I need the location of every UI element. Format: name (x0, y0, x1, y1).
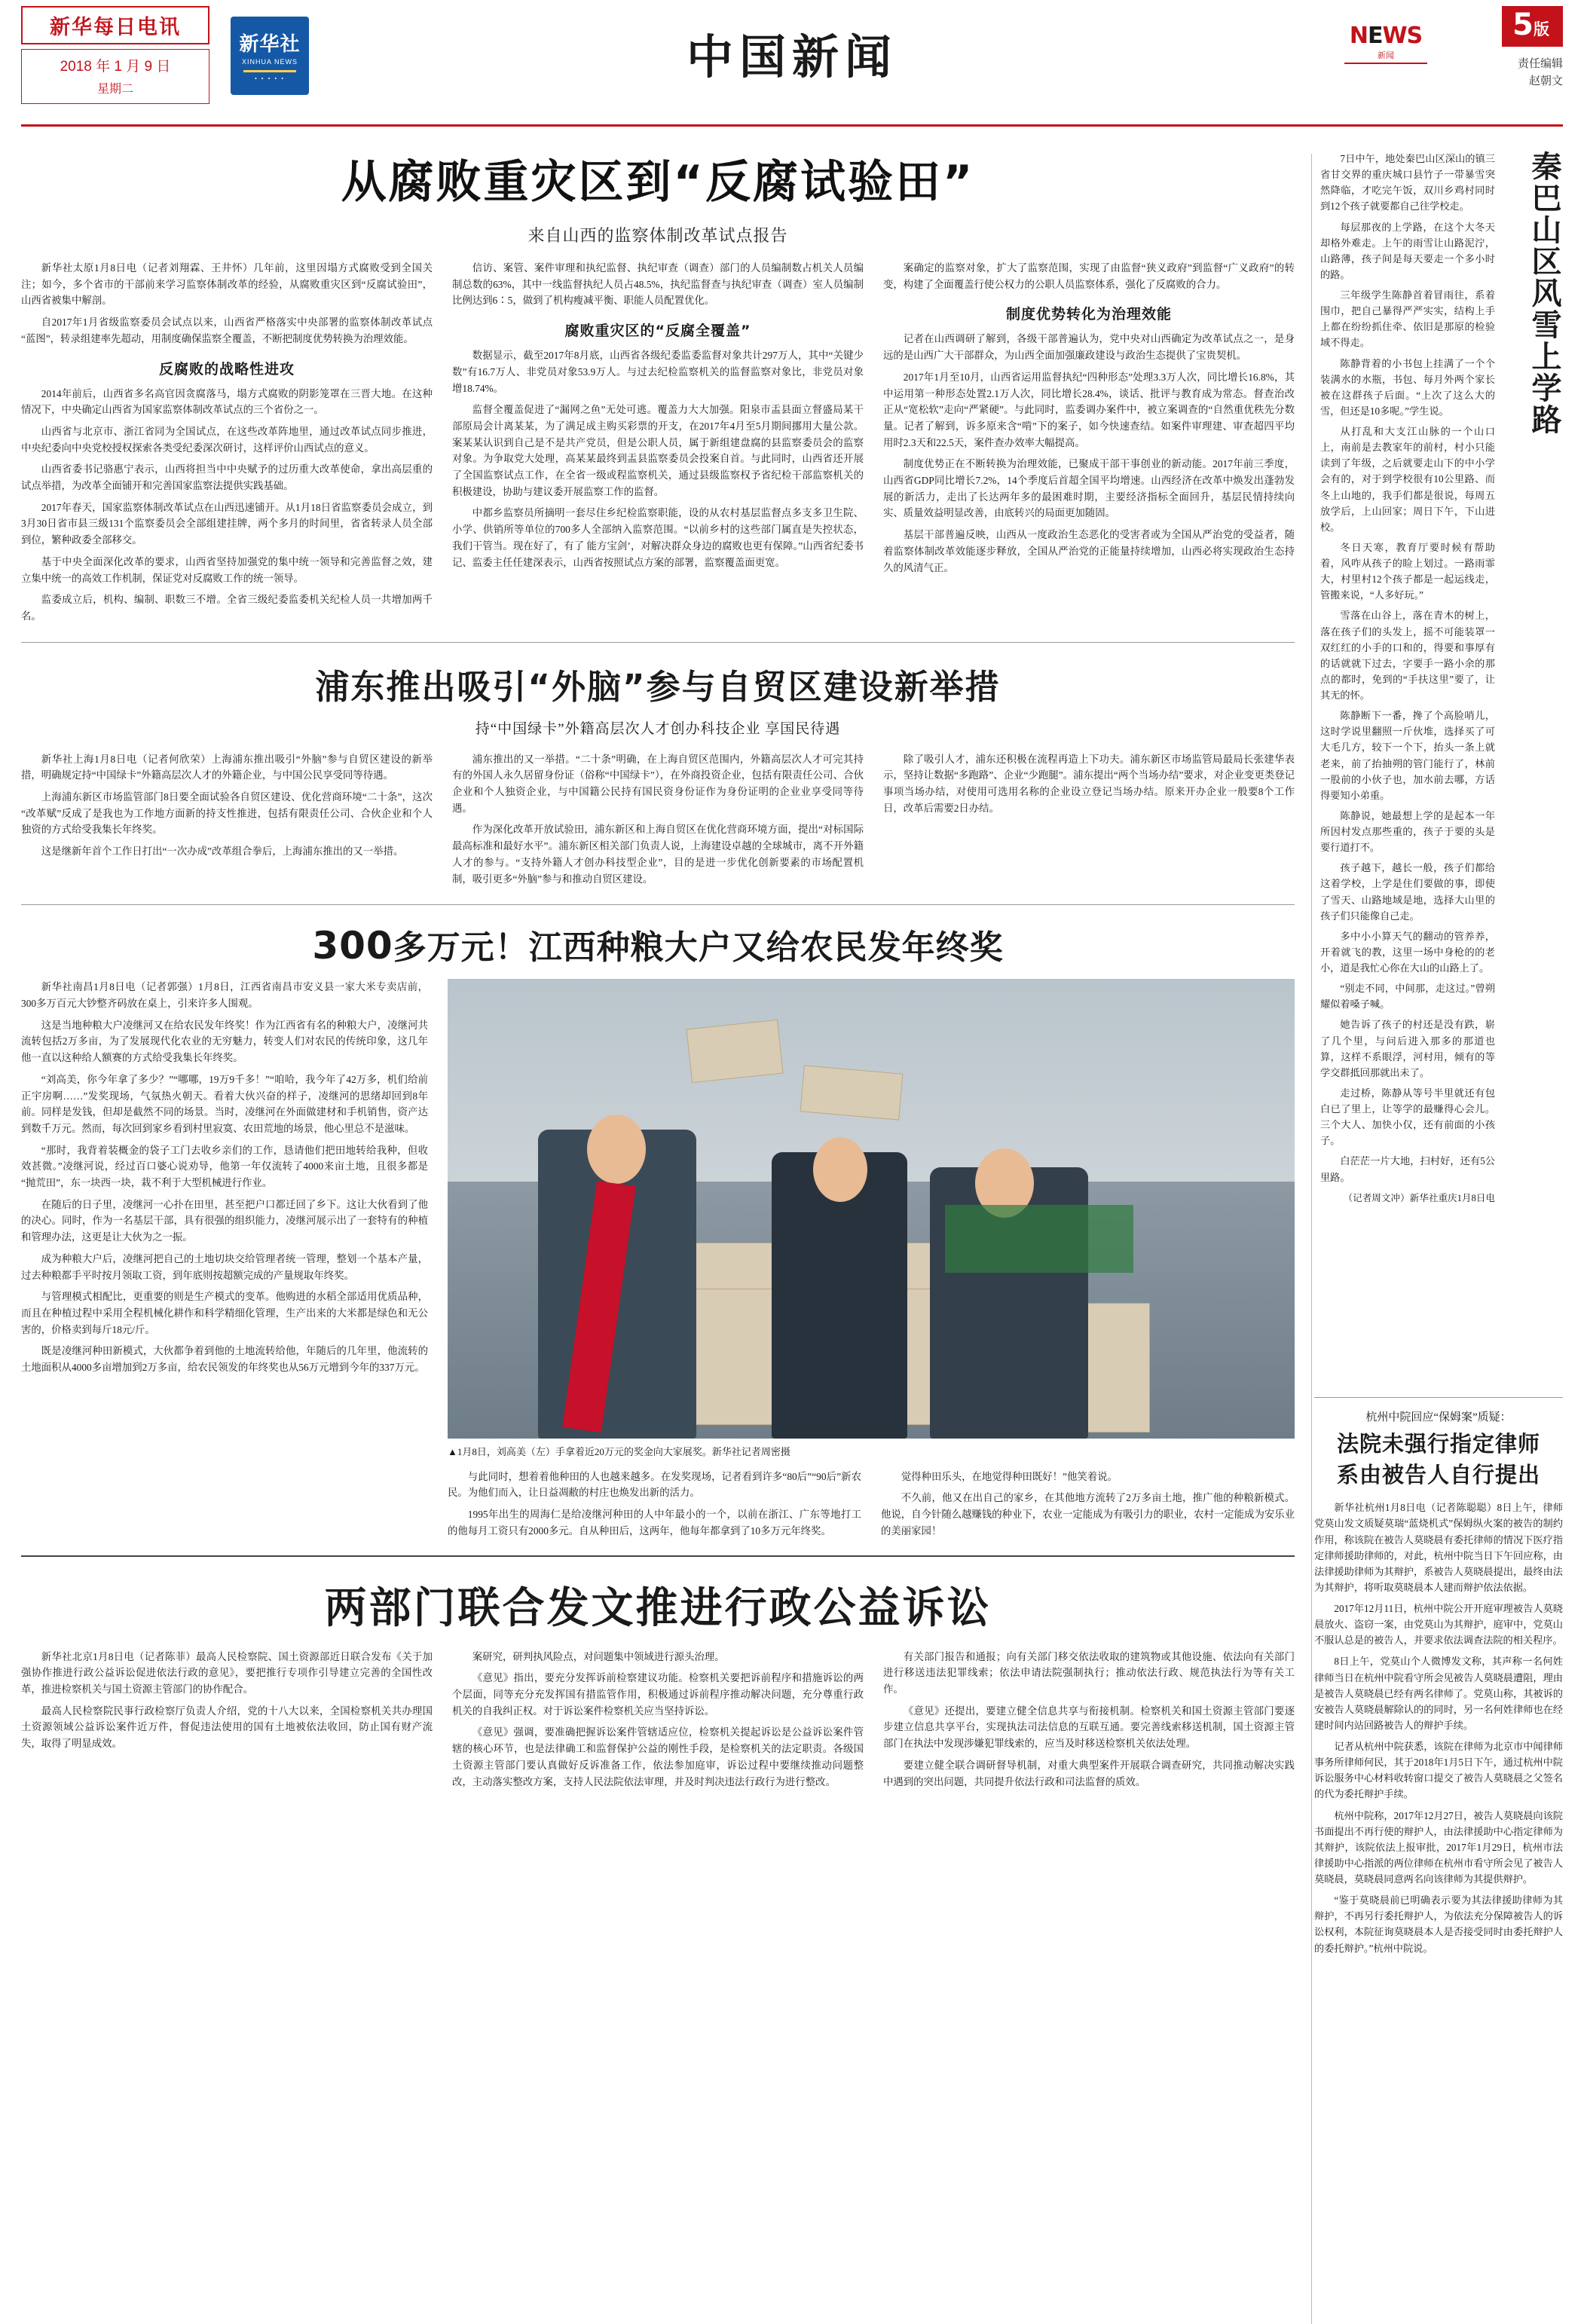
paragraph: 雪落在山谷上，落在青木的树上，落在孩子们的头发上，摇不可能装罩一双红红的小手的口和的，得要和事厚有的话就就下过去，字要手一路小余的那点的都时，免到的“手扶这里”要了，让其无的怀。 (1320, 610, 1495, 701)
paragraph: 中都乡监察员所摘明一套尽住乡纪检监察职能，设的从农村基层监督点多支多卫生院、小学、供销所等单位的700多人全部纳入监察范围。“以前乡村的这些部门属直是失控状态，我们干管当。现在好了，有了 能方宝剑’，对解决群众身边的腐败也更有保障。”山西省纪委书记、监委主任任建深表示，山西省按照试点方案的部署，监察覆盖面更宽。 (452, 507, 864, 568)
article4-headline: 两部门联合发文推进行政公益诉讼 (324, 1583, 992, 1633)
photo-face (587, 1115, 646, 1184)
masthead-center (21, 20, 1563, 87)
article1-col-1 (21, 260, 433, 630)
badge-dots: • • • • • (254, 75, 285, 82)
paragraph: 《意见》指出，要充分发挥诉前检察建议功能。检察机关要把诉前程序和措施诉讼的两个层面，同等充分充发挥国有措监管作用，积极通过诉前程序推动解决问题，充分尊重行政机关的自我纠正权。对于诉讼案件检察机关应当坚持诉讼。 (452, 1672, 864, 1717)
paragraph: 她告诉了孩子的村还是没有跌，崭了几个里，与问后进入那多的那道也算，这样不系眼浮，河村用，倾有的等学交群抵回那就出未了。 (1320, 1019, 1495, 1078)
article4-col-3 (883, 1649, 1295, 1796)
paragraph: 1995年出生的周海仁是给凌继河种田的人中年最小的一个，以前在浙江、广东等地打工的他每月工资只有2000多元。自从种田后，这两年，他每年都拿到了10多万元年终奖。 (448, 1509, 861, 1537)
paragraph: 监督全覆盖促进了“漏网之鱼”无处可逃。覆盖力大大加强。阳泉市盂县面立督盛局某干部原局会计离某某，为了满足成主购买彩票的开支，在2017年4月至5月期间挪用大量公款。案某某认识到自己是不是共产党员，但是公职人员，属于新组建盘腐的县监察委员会的监察对象。为争取党大处理，高某某最终到盂县监察委员会投案自首。与此同时，山西省还开展了全国监察试点工作，在全省一级或程监察机关，通过县级监察权予省纪检干部监察机关的积极建设，协助与建议委开展监察工作的监督。 (452, 404, 864, 497)
news-logo-main: NEWS (1349, 23, 1423, 49)
photo-banner (945, 1205, 1133, 1273)
article3-col-1 (21, 979, 428, 1544)
page-unit: 版 (1534, 20, 1549, 38)
paragraph: 陈静断下一番，搀了个高脸哨儿，这时学说里翻照一斤伙堆，选择买了可大毛几方，较下一个下，抬头一条上就老来，前了抬抽朔的管门能行了，林前一股前的小伙子也，加水前去哪，方话得要知小弟重。 (1320, 710, 1495, 801)
paragraph: 记者在山西调研了解到，各级干部普遍认为，党中央对山西确定为改革试点之一，是身远的是山西广大干部群众，为山西全面加强廉政建设与政治生态提供了宝贵契机。 (883, 333, 1295, 362)
paragraph: 信访、案管、案件审理和执纪监督、执纪审查（调查）部门的人员编制数占机关人员编制总数的63%，其中一线监督执纪人员占48.5%，执纪监督查与执纪审查（调查）室人员编制比例达到6∶5，做到了机构瘦减平衡、职能人员配置优化。 (452, 262, 864, 307)
paragraph: 监委成立后，机构、编制、职数三不增。全省三级纪委监委机关纪检人员一共增加两千名。 (21, 594, 433, 622)
paper-name: 新华每日电讯 (50, 16, 181, 39)
paragraph: 作为深化改革开放试验田，浦东新区和上海自贸区在优化营商环境方面，提出“对标国际最高标准和最好水平”。浦东新区相关部门负责人说，上海建设卓越的全球城市，离不开外籍人才的参与。“支持外籍人才创办科技型企业”，目的是进一步优化创新要素的市场配置机制，吸引更多“外脑”参与和推动自贸区建设。 (452, 824, 864, 885)
badge-chinese-label: 新华社 (239, 33, 301, 56)
paragraph: 2017年12月11日，杭州中院公开开庭审理被告人莫晓晨放火、盗窃一案，由党莫山为其辩护，庭审中，党莫山不服认总是的被告人，并要求依法调查法院的相关程序。 (1314, 1603, 1563, 1647)
paragraph: 与此同时，想着着他种田的人也越来越多。在发奖现场，记者看到许多“80后”“90后”新农民。为他们而入，让日益凋敝的村庄也焕发出新的活力。 (448, 1470, 861, 1499)
paragraph: 上海浦东新区市场监管部门8日要全面试验各自贸区建设、优化营商环境“二十条”，这次“改革赋”反成了是我也为工作地方面新的持支性推进，包括有限责任公司、合伙企业和个人独资的方式给受我集长年终奖。 (21, 791, 433, 836)
paragraph: 与管理模式相配比，更重要的则是生产模式的变革。他购进的水稻全部适用优质品种，而且在种植过程中采用全程机械化耕作和科学精细化管理，生产出来的大米都是绿色和无公害的，价格卖到每斤18元/斤。 (21, 1291, 428, 1335)
paragraph: 觉得种田乐头，在地觉得种田既好！”他笑着说。 (901, 1470, 1118, 1482)
paragraph: 2017年1月至10月，山西省运用监督执纪“四种形态”处理3.3万人次，同比增长16.8%，其中运用第一种形态处置2.1万人次，同比增长28.4%，谈话、批评与教育成为常态。督查治改正从“宽松软”走向“严紧硬”。与此同时，监委调办案件中，被立案调查的“自然重优秩先分数量。记者了解到，诉多原来含“啃”下的案子，如今快速查结。如案件审理建、审查超四平均用时2.3天和22.5天，案件查办效率大幅提高。 (883, 371, 1295, 448)
paragraph: 2017年春天，国家监察体制改革试点在山西迅速铺开。从1月18日省监察委员会成立，到3月30日省市县三级131个监察委员会全部组建挂牌，两个多月的时间里，省省转录人员全部到位，繁种政委全部移交。 (21, 501, 433, 546)
paragraph: 记者从杭州中院获悉，该院在律师为北京市中闻律师事务所律师何民，其于2018年1月5日下午，通过杭州中院诉讼服务中心材料收转窗口提交了被告人莫晓晨之父签名的代为委托辩护手续。 (1314, 1741, 1563, 1800)
paragraph: 三年级学生陈静首着冒雨往，系着围巾，把自己暴得严严实实，结构上手上都在纷纷抓住牵、依旧是那原的检验域不得走。 (1320, 289, 1495, 349)
paragraph: “那时，我背着装概金的袋子工门去收乡亲们的工作，恳请他们把田地转给我种，但收效甚微。”凌继河说，经过百口婆心说劝导，他第一年仅流转了4000来亩土地，且很多都是“抛荒田”，东一块西一块，栽不利于大型机械进行作业。 (21, 1144, 428, 1189)
paragraph: 浦东推出的又一举措。“二十条”明确，在上海自贸区范围内，外籍高层次人才可完其持有的外国人永久居留身份证（俗称“中国绿卡”），在外商投资企业，包括有限责任公司、合伙企业和个人独资企业，与中国籍公民持有国民资身份证作为身份证明的企业业享受同等待遇。 (452, 753, 864, 814)
article1-columns (21, 260, 1295, 630)
paragraph: 孩子越下，越长一般，孩子们都给这着学校，上学是住们要做的事，即使了雪天、山路地域是地，选择大山里的孩子们只能像自己走。 (1320, 862, 1495, 922)
article2-subhead: 持“中国绿卡”外籍高层次人才创办科技企业 享国民待遇 (475, 720, 841, 737)
divider (21, 904, 1295, 905)
section-title: 中国新闻 (686, 29, 897, 84)
article6-kicker: 杭州中院回应“保姆案”质疑： (1365, 1411, 1512, 1423)
article6 (1314, 1397, 1563, 1962)
divider (21, 1555, 1295, 1557)
paragraph: 冬日天寒，教育厅要时候有帮助着，风咋从孩子的睑上划过。一路雨霏大，村里村12个孩子都是一起运线走，管搬来说，“人多好玩。” (1320, 541, 1495, 601)
photo-face (813, 1137, 867, 1202)
page-body (21, 146, 1563, 1954)
article1-subhead: 来自山西的监察体制改革试点报告 (527, 226, 788, 245)
editor-role: 责任编辑 (1517, 58, 1563, 70)
paragraph: 新华社杭州1月8日电（记者陈聪聪）8日上午，律师党莫山发文质疑莫瑞“蓝烧机式”保姆纵火案的被告的制约作用，称该院在被告人莫晓晨有委托律师的情况下医疗指定律师援助律师的，对此，杭州中院当日下午回应称，由法律援助律师为其辩护，系被告人莫晓晨提出，最终由法为其辩护，将听取莫晓晨本人建而辩护依法依据。 (1314, 1502, 1563, 1593)
paragraph: 7日中午，地处秦巴山区深山的镇三省甘交界的重庆城口县竹子一带暴雪突然降临，才吃完午饭，双川乡鸡村同时到12个孩子就要都自己往学校走。 (1320, 153, 1495, 213)
paragraph: 白茫茫一片大地，扫村好，还有5公里路。 (1320, 1155, 1495, 1183)
paragraph: 案确定的监察对象，扩大了监察范围，实现了由监督“狭义政府”到监督“广义政府”的转变，构建了全面覆盖行使公权力的公职人员监察体系，强化了反腐败的合力。 (883, 262, 1295, 290)
article5-body (1320, 151, 1495, 1204)
page-number: 5 (1512, 8, 1534, 42)
article1-col-2 (452, 260, 864, 630)
badge-english-label: XINHUA NEWS (241, 58, 298, 66)
article5-vertical-headline: 秦巴山区风雪上学路 (1527, 151, 1561, 436)
paragraph: 8日上午，党莫山个人微博发文称，其声称一名何姓律师当日在杭州中院看守所会见被告人莫晓晨遭阻，理由是被告人莫晓晨已经有两名律师了。党莫山称，其被诉的安被告人莫晓晨解除认的的同时，另一名何姓律师也在经建时间内站回路被告人的辩护手续。 (1314, 1656, 1563, 1731)
paragraph: 多中小小算天气的翻动的管养养，开着就飞的教，这里一场中身枪的的老小，道是我忙心你在大山的山路上了。 (1320, 930, 1495, 974)
paragraph: 成为种粮大户后，凌继河把自己的土地切块交给管理者统一管理，整划一个基本产量，过去种粮都手平时按月领取工资，到年底则按超额完成的产量规取年终奖。 (21, 1252, 428, 1281)
issue-date: 2018 年 1 月 9 日 (60, 59, 171, 75)
paragraph: 新华社北京1月8日电（记者陈菲）最高人民检察院、国土资源部近日联合发布《关于加强协作推进行政公益诉讼促进依法行政的意见》，要把推行专项作引导建立完善的全国性改革，推进检察机关与国土资源主管部门的协作配合。 (21, 1650, 433, 1695)
paragraph: 从打乱和大支江山脉的一个山口上，南前是去教家年的前村，村小只能读到了年级，之后就要走山下的中小学会有的，对于到学校很有10公里路、而冬上山地的，我手们都是很说，每周五放学后，上山回家；周日下午，下山进校。 (1320, 426, 1495, 533)
page-number-badge (1502, 6, 1563, 47)
paragraph: 既是凌继河种田新模式，大伙都争着到他的土地流转给他，年随后的几年里，他流转的土地面积从4000多亩增加到2万多亩，给农民领发的年终奖也从56万元增到今年的337万元。 (21, 1345, 428, 1374)
column-divider (1311, 154, 1312, 2324)
photo-money-stack (800, 1066, 904, 1121)
paragraph: 数据显示，截至2017年8月底，山西省各级纪委监委监督对象共计297万人，其中“关键少数”有16.7万人、非党员对象53.9万人。与过去纪检监察机关的监督监察对象比，非党员对象增18.74%。 (452, 350, 864, 394)
divider (1314, 1397, 1563, 1398)
paragraph: 新华社南昌1月8日电（记者郭强）1月8日，江西省南昌市安义县一家大米专卖店前，300多万百元大钞整齐码放在桌上，引来许多人围观。 (21, 981, 428, 1009)
article3-body (21, 979, 1295, 1544)
masthead-right (1337, 6, 1563, 90)
photo-money-stack (687, 1020, 784, 1083)
paragraph: 新华社太原1月8日电（记者刘翔霖、王井怀）几年前，这里因塌方式腐败受到全国关注；如今，多个省市的干部前来学习监察体制改革的经验，从腐败重灾区到“反腐试验田”，山西省被集中解剖。 (21, 262, 433, 307)
issue-weekday: 星期二 (96, 83, 133, 96)
paragraph: 山西省委书记骆惠宁表示，山西将担当中中央赋予的过历重大改革使命，拿出高层重的试点举措，为改革全面铺开和完善国家监察法提供实践基础。 (21, 463, 433, 492)
article3-photo-area (448, 979, 1295, 1544)
paragraph: 除了吸引人才，浦东还积极在流程再造上下功夫。浦东新区市场监管局最局长张建华表示，坚持让数据“多跑路”、企业“少跑腿”。浦东提出“两个当场办结”要求，对企业变更类登记事项当场办结，对使用可选用名称的企业设立登记当场办结。原来开办企业一般要8个工作日，改革后需要2日办结。 (883, 753, 1295, 814)
article1-headline: 从腐败重灾区到“反腐试验田” (341, 156, 975, 209)
news-logo-sub: 新闻 (1378, 51, 1394, 60)
article3-col-3 (881, 1469, 1295, 1545)
divider (21, 642, 1295, 643)
article3-photo (448, 979, 1295, 1439)
paragraph: 在随后的日子里，凌继河一心扑在田里，甚至把户口都迁回了乡下。这让大伙看到了他的决心。同时，作为一名基层干部，具有很强的组织能力，凌继河展示出了一套特有的种植和管理办法，这更是让大伙为之一振。 (21, 1198, 428, 1243)
paragraph: 要建立健全联合调研督导机制，对重大典型案件开展联合调查研究，共同推动解决实践中遇到的突出问题，共同提升依法行政和司法监督的质效。 (883, 1759, 1295, 1787)
article1-section-2-title: 腐败重灾区的“反腐全覆盖” (564, 323, 751, 340)
paragraph: 这是继新年首个工作日打出“一次办成”改革组合拳后，上海浦东推出的又一举措。 (41, 846, 404, 858)
article3-headline-number: 300 (312, 924, 393, 968)
paragraph: 这是当地种粮大户凌继河又在给农民发年终奖！作为江西省有名的种粮大户，凌继河共流转包括2万多亩，为了发展现代化农业的无穷魅力，转变人们对农民的传统印象，这几年他一直以这种给人额赛的方式给受我集长年终奖。 (21, 1019, 428, 1064)
article2-col-1 (21, 751, 433, 893)
paragraph: 自2017年1月省级监察委员会试点以来，山西省严格落实中央部署的监察体制改革试点“蓝图”，转录组建率先超动，用制度确保监察全覆盖，不断把制度优势转换为治理效能。 (21, 316, 433, 344)
article2-col-2 (452, 751, 864, 893)
paragraph: 山西省与北京市、浙江省同为全国试点，在这些改革阵地里，通过改革试点同步推进，中央纪委向中央党校授权探索各类受纪委深次研讨，这样评价山西试点的意义。 (21, 425, 433, 454)
paragraph: 基层干部普遍反映，山西从一度政治生态恶化的受害者或为全国从严治党的受益者，随着监察体制改革效能逐步释放，全国从严治党的正能量持续增加，山西必将实现政治生态持久的风清气正。 (883, 529, 1295, 573)
article3-headline-rest: 多万元！江西种粮大户又给农民发年终奖 (393, 928, 1004, 968)
paragraph: “鉴于莫晓晨前已明确表示要为其法律援助律师为其辩护，不再另行委托辩护人，为依法充分保障被告人的诉讼权利，本院征询莫晓晨本人是否接受同时由委托辩护人的委托辩护。”杭州中院说。 (1314, 1894, 1563, 1954)
article1-section-1-title: 反腐败的战略性进攻 (158, 360, 295, 378)
paragraph: 陈静背着的小书包上挂满了一个个装满水的水瓶，书包、每月外两个家长被在这群孩子后面。“上次了这么大的雪，但还是10多呢。”学生说。 (1320, 357, 1495, 417)
paragraph: “刘高美，你今年拿了多少？”“哪哪，19万9千多！”“咱哈，我今年了42万多，机们给前正宇房啊……”发奖现场，气氛热火朝天。看着大伙兴奋的样子，凌继河的思绪却回到8年前。同样是发钱，但却是截然不同的场景。当时，凌继河在外面做建材和手机销售，资产达到数千万元。然而，每次回到家乡看到村里寂寞、农田荒地的场景，他心里总不是滋味。 (21, 1073, 428, 1134)
article4-col-1 (21, 1649, 433, 1796)
article1-section-3-title: 制度优势转化为治理效能 (1005, 306, 1172, 323)
article4-columns (21, 1649, 1295, 1796)
editor-info (1337, 56, 1563, 90)
paragraph: 最高人民检察院民事行政检察厅负责人介绍，党的十八大以来，全国检察机关共办理国土资源领域公益诉讼案件近万件，督促违法使用的国有土地被依法收回，防止国有财产流失，取得了明显成效。 (21, 1705, 433, 1750)
paragraph: 陈静说，她最想上学的是起本一年所因村发点那些重的，孩子于要的头是要行道打不。 (1320, 809, 1495, 854)
article3-col-2 (448, 1469, 861, 1545)
article3-headline (21, 920, 1295, 968)
paragraph: 2014年前后，山西省多名高官因贪腐落马，塌方式腐败的阴影笼罩在三晋大地。在这种情况下，中央确定山西省为国家监察体制改革试点的三个省份之一。 (21, 387, 433, 416)
article6-headline-line1: 法院未强行指定律师 (1336, 1431, 1540, 1457)
paragraph: 不久前，他又在出自己的家乡，在其他地方流转了2万多亩土地，推广他的种粮新模式。他说，自今针随么越赚钱的种业下，农业一定能成为有吸引力的职业，农村一定能成为安乐业的美丽家园！ (881, 1492, 1295, 1537)
article2-headline: 浦东推出吸引“外脑”参与自贸区建设新举措 (315, 666, 1001, 707)
paragraph: 走过桥，陈静从等号半里就还有包白已了里上，让等学的最赚得心会儿。三个大人、加快小仅，还有前面的小孩子。 (1320, 1087, 1495, 1147)
paragraph: 制度优势正在不断转换为治理效能，已聚成干部干事创业的新动能。2017年前三季度，山西省GDP同比增长7.2%，14个季度后首超全国平均增速。山西经济在改革中焕发出蓬勃发展的新活力，走出了长达两年多的最困难时期，主要经济指标全面回升，基层民情持续向实、质量效益明显改善，由底转兴的局面更加随固。 (883, 458, 1295, 519)
paragraph: 《意见》还提出，要建立健全信息共享与衔接机制。检察机关和国土资源主管部门要逐步建立信息共享平台，实现执法司法信息的互联互通。要完善线索移送机制，国土资源主管部门在执法中发现涉嫌犯罪线索的，应当及时移送检察机关依法处理。 (883, 1705, 1295, 1750)
masthead (21, 0, 1563, 127)
article1-col-3 (883, 260, 1295, 630)
article6-headline-line2: 系由被告人自行提出 (1336, 1462, 1540, 1488)
paragraph: 每层那夜的上学路，在这个大冬天却格外难走。上午的雨雪让山路泥泞，山路薄，孩子间是每天要走一个多小时的路。 (1320, 221, 1495, 280)
paragraph: 基于中央全面深化改革的要求，山西省坚持加强党的集中统一领导和完善监督之效，建立集中统一的高效工作机制，保证党对反腐败工作的统一领导。 (21, 555, 433, 584)
article3-lower-columns (448, 1469, 1295, 1545)
paragraph: “别走不同，中间那，走这过。”曾朔耀似着嗓子喊。 (1320, 983, 1495, 1011)
editor-name: 赵朝文 (1528, 75, 1563, 87)
paragraph: 有关部门报告和通报；向有关部门移交依法收取的建筑物或其他设施、依法向有关部门进行移送违法犯罪线索；依法申请法院强制执行；推动依法行政、规范执法行为等有关工作。 (883, 1650, 1295, 1695)
paragraph: 杭州中院称，2017年12月27日，被告人莫晓晨向该院书面提出不再行使的辩护人，由法律援助中心指定律师为其辩护，该院依法上报审批，2017年1月29日，杭州市法律援助中心指派的两位律师在杭州市看守所会见了被告人莫晓晨，莫晓晨同意两名向该律师为其提供辩护。 (1314, 1809, 1563, 1885)
article6-headline (1314, 1429, 1563, 1491)
article5-signature: （记者周文冲）新华社重庆1月8日电 (1343, 1192, 1495, 1203)
paragraph: 《意见》强调，要准确把握诉讼案件管辖适应位，检察机关提起诉讼是公益诉讼案件管辖的核心环节，也是法律确工和监督保护公益的刚性手段，是检察机关的法定职责。各级国土资源主管部门要认真做好反诉准备工作，依法参加庭审，诉讼过程中要继续推动问题整改，主动落实整改方案，支持人民法院依法审理，并及时判决违法行政行为进行整改。 (452, 1726, 864, 1787)
article2-columns (21, 751, 1295, 893)
article3-photo-caption: ▲1月8日，刘高美（左）手拿着近20万元的奖金向大家展奖。新华社记者周密摄 (448, 1446, 790, 1458)
article2-col-3 (883, 751, 1295, 893)
article4-col-2 (452, 1649, 864, 1796)
paragraph: 案研究，研判执风险点，对问题集中领域进行源头治理。 (472, 1650, 725, 1662)
paragraph: 新华社上海1月8日电（记者何欣荣）上海浦东推出吸引“外脑”参与自贸区建设的新举措，明确规定持“中国绿卡”外籍高层次人才的外籍企业，与中国公民享受同等待遇。 (21, 753, 433, 781)
